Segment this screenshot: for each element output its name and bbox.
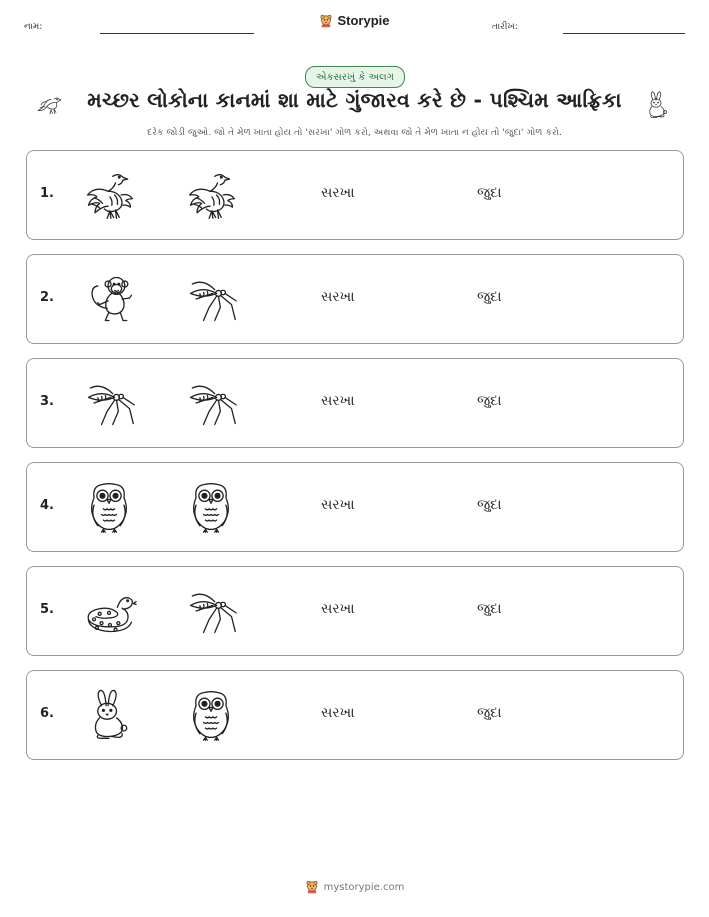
name-input-line[interactable] bbox=[100, 33, 254, 34]
question-number: 5. bbox=[40, 602, 54, 617]
footer-site: mystorypie.com bbox=[323, 881, 405, 893]
different-option[interactable]: જુદા bbox=[477, 497, 502, 513]
question-number: 4. bbox=[40, 498, 54, 513]
owl-icon bbox=[183, 479, 239, 535]
rabbit-icon bbox=[81, 687, 137, 743]
monkey-icon bbox=[81, 271, 137, 327]
rabbit-icon bbox=[642, 90, 672, 120]
mosquito-icon bbox=[183, 583, 239, 639]
question-number: 1. bbox=[40, 186, 54, 201]
question-row bbox=[26, 358, 684, 448]
same-option[interactable]: સરખા bbox=[321, 289, 355, 305]
question-row bbox=[26, 566, 684, 656]
instructions: દરેક જોડી જુઓ. જો તે મેળ ખાતા હોય તો 'સરખા' ગોળ કરો, અથવા જો તે મેળ ખાતા ન હોય તો 'જુદા' ગોળ કરો. bbox=[147, 127, 562, 138]
mascot-icon bbox=[319, 14, 333, 28]
brand-name: Storypie bbox=[337, 13, 390, 28]
vulture-icon bbox=[81, 167, 137, 223]
snake-icon bbox=[81, 583, 137, 639]
name-label: નામ: bbox=[24, 22, 43, 32]
different-option[interactable]: જુદા bbox=[477, 289, 502, 305]
question-row bbox=[26, 254, 684, 344]
vulture-icon bbox=[183, 167, 239, 223]
same-option[interactable]: સરખા bbox=[321, 185, 355, 201]
different-option[interactable]: જુદા bbox=[477, 185, 502, 201]
worksheet-header bbox=[0, 0, 709, 50]
question-row bbox=[26, 150, 684, 240]
brand-logo bbox=[0, 13, 709, 28]
date-input-line[interactable] bbox=[563, 33, 685, 34]
footer bbox=[0, 880, 709, 894]
same-option[interactable]: સરખા bbox=[321, 705, 355, 721]
owl-icon bbox=[81, 479, 137, 535]
mosquito-icon bbox=[183, 271, 239, 327]
question-row bbox=[26, 462, 684, 552]
same-option[interactable]: સરખા bbox=[321, 601, 355, 617]
date-label: તારીખ: bbox=[492, 22, 518, 32]
mascot-icon bbox=[305, 880, 319, 894]
same-option[interactable]: સરખા bbox=[321, 497, 355, 513]
mosquito-icon bbox=[81, 375, 137, 431]
different-option[interactable]: જુદા bbox=[477, 601, 502, 617]
question-number: 2. bbox=[40, 290, 54, 305]
different-option[interactable]: જુદા bbox=[477, 393, 502, 409]
worksheet-type-badge: એકસરખું કે અલગ bbox=[305, 66, 405, 88]
different-option[interactable]: જુદા bbox=[477, 705, 502, 721]
question-row bbox=[26, 670, 684, 760]
mosquito-icon bbox=[183, 375, 239, 431]
owl-icon bbox=[183, 687, 239, 743]
question-number: 3. bbox=[40, 394, 54, 409]
worksheet-title: મચ્છર લોકોના કાનમાં શા માટે ગુંજારવ કરે છે - પશ્ચિમ આફ્રિકા bbox=[87, 88, 622, 112]
same-option[interactable]: સરખા bbox=[321, 393, 355, 409]
question-number: 6. bbox=[40, 706, 54, 721]
